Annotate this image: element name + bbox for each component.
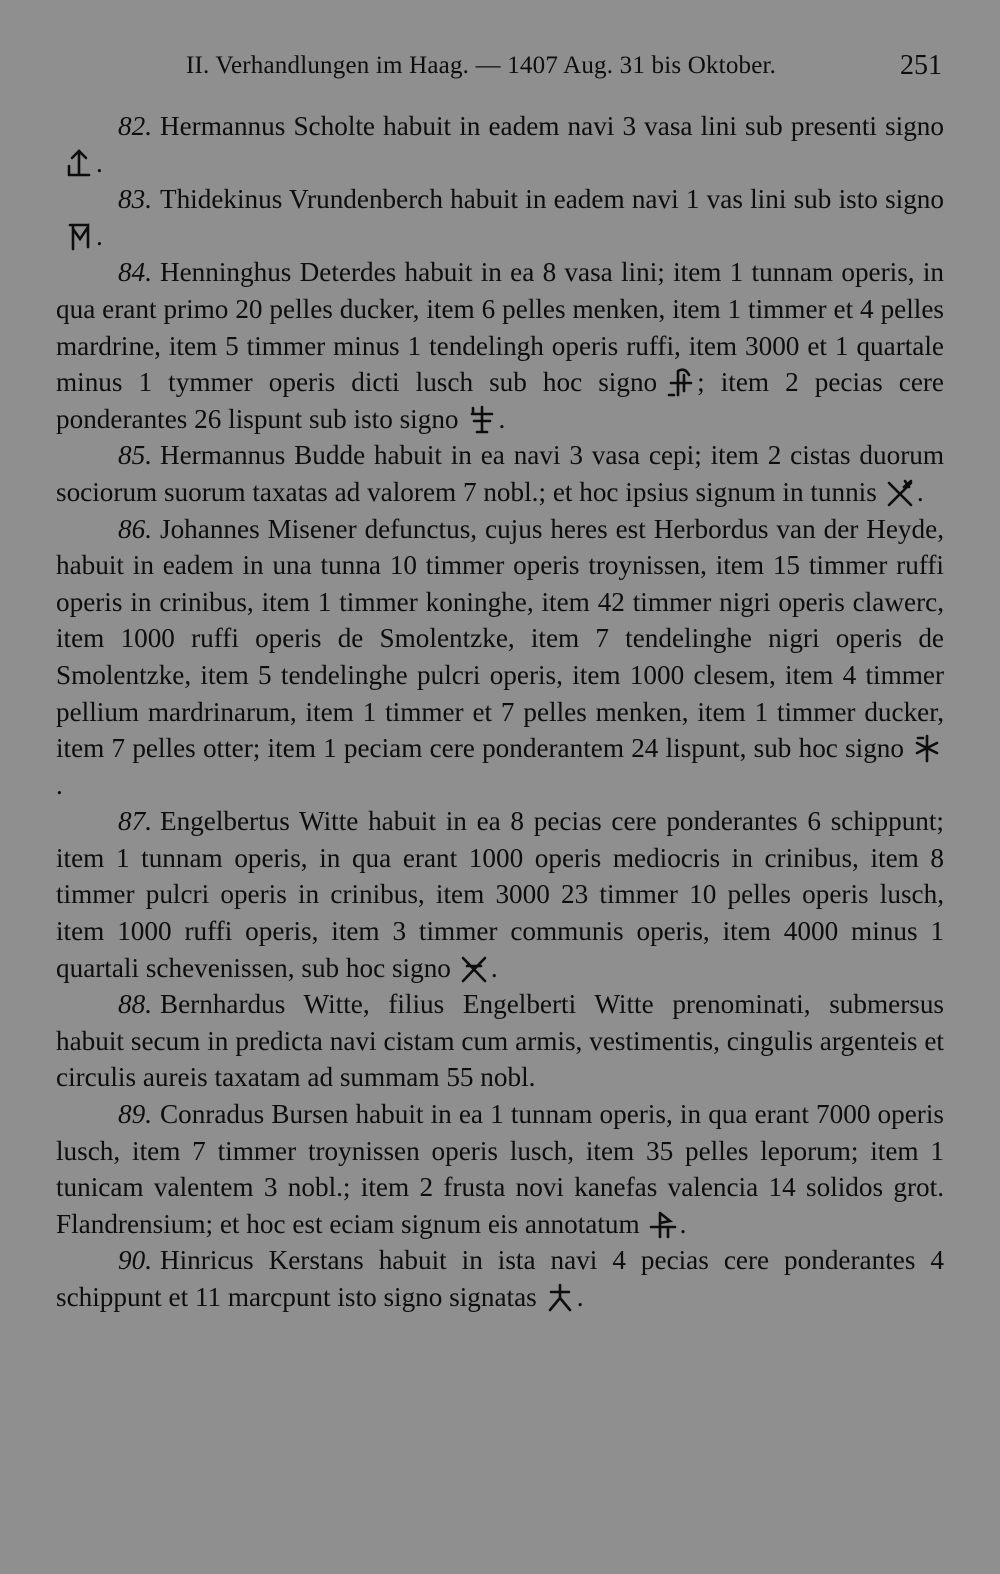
entry-84 (56, 254, 944, 437)
entry-text: Bernhardus Witte, filius Engelberti Witte prenominati, submersus habuit secum in predicta navi cistam cum armis, vestimentis, cingulis argenteis et circulis aureis taxatam ad summam 55 nobl. (56, 989, 944, 1093)
entry-tail: . (96, 147, 103, 178)
entry-text: Thidekinus Vrundenberch habuit in eadem navi 1 vas lini sub isto signo (159, 184, 944, 215)
entry-89 (56, 1096, 944, 1242)
entry-number: 87. (118, 806, 152, 837)
merchant-mark-x-star-icon (885, 477, 915, 507)
entry-text: Hinricus Kerstans habuit in ista navi 4 pecias cere ponderantes 4 schippunt et 11 marcpunt isto signo signatas (56, 1245, 944, 1312)
entry-tail: . (498, 403, 506, 434)
entry-number: 89. (118, 1099, 152, 1130)
entry-number: 90. (118, 1245, 152, 1276)
merchant-mark-asterisk-icon (912, 733, 942, 763)
entry-number: 84. (118, 257, 152, 288)
entry-tail: . (679, 1208, 687, 1239)
entry-text: Conradus Bursen habuit in ea 1 tunnam operis, in qua erant 7000 operis lusch, item 7 timmer troynissen operis lusch, item 35 pelles leporum; item 1 tunicam valentem 3 nobl.; item 2 frusta novi kanefas valencia 14 solidos grot. Flandrensium; et hoc est eciam signum eis annotatum (56, 1099, 944, 1239)
entry-text: Henninghus Deterdes habuit in ea 8 vasa lini; item 1 tunnam operis, in qua erant primo 20 pelles ducker, item 6 pelles menken, item 1 timmer et 4 pelles mardrine, item 5 timmer minus 1 tendelingh operis ruffi, item 3000 et 1 quartale minus 1 tymmer operis dicti lusch sub hoc signo (56, 257, 944, 398)
document-body (56, 108, 944, 1316)
entry-number: 86. (118, 513, 152, 544)
entry-tail: . (490, 952, 498, 983)
entry-86 (56, 511, 944, 804)
merchant-mark-flag-icon (648, 1209, 678, 1239)
page-number: 251 (900, 50, 942, 81)
entry-tail: ; item 2 pecias cere ponderantes 26 lispunt sub isto signo (56, 367, 945, 434)
entry-tail: . (56, 769, 63, 800)
merchant-mark-cross-legs-icon (545, 1282, 575, 1312)
entry-number: 83. (118, 184, 152, 215)
entry-number: 85. (118, 440, 152, 471)
entry-number: 88. (118, 989, 152, 1020)
merchant-mark-cross-hook-icon (665, 367, 695, 397)
entry-90 (56, 1242, 944, 1315)
entry-tail: . (96, 220, 103, 251)
entry-tail: . (576, 1282, 584, 1312)
entry-87 (56, 803, 944, 986)
running-title: II. Verhandlungen im Haag. — 1407 Aug. 31 bis Oktober. (186, 52, 777, 79)
entry-88 (56, 986, 944, 1096)
merchant-mark-x-bar-icon (459, 953, 489, 983)
entry-number: 82. (118, 111, 152, 141)
entry-83 (56, 181, 944, 254)
merchant-mark-double-bar-icon (467, 404, 497, 434)
entry-tail: . (916, 476, 924, 507)
merchant-mark-arrow-icon (64, 148, 94, 178)
entry-text: Johannes Misener defunctus, cujus heres est Herbordus van der Heyde, habuit in eadem in una tunna 10 timmer operis troynissen, item 15 timmer ruffi operis in crinibus, item 1 timmer koninghe, item 42 timmer nigri operis clawerc, item 1000 ruffi operis de Smolentzke, item 7 tendelinghe nigri operis de Smolentzke, item 5 tendelinghe pulcri operis, item 1000 clesem, item 4 timmer pellium mardrinarum, item 1 timmer et 7 pelles menken, item 1 timmer ducker, item 7 pelles otter; item 1 peciam cere ponderantem 24 lispunt, sub hoc signo (56, 513, 944, 764)
entry-85 (56, 437, 944, 510)
merchant-mark-m-icon (64, 221, 94, 251)
entry-82 (56, 108, 944, 181)
entry-text: Hermannus Scholte habuit in eadem navi 3 vasa lini sub presenti signo (159, 111, 944, 141)
entry-text: Hermannus Budde habuit in ea navi 3 vasa cepi; item 2 cistas duorum sociorum suorum taxatas ad valorem 7 nobl.; et hoc ipsius signum in tunnis (56, 440, 944, 507)
page-header (56, 48, 942, 88)
entry-text: Engelbertus Witte habuit in ea 8 pecias cere ponderantes 6 schippunt; item 1 tunnam operis, in qua erant 1000 operis mediocris in crinibus, item 8 timmer pulcri operis in crinibus, item 3000 23 timmer 10 pelles operis lusch, item 1000 ruffi operis, item 3 timmer communis operis, item 4000 minus 1 quartali schevenissen, sub hoc signo (56, 806, 944, 983)
